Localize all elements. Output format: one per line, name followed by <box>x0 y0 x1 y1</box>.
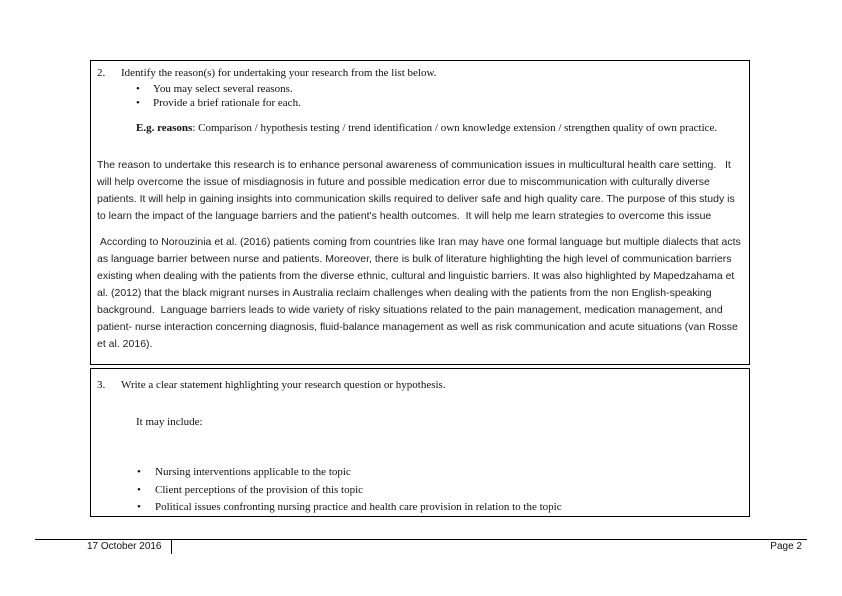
instruction-text: You may select several reasons. <box>153 83 293 95</box>
question-3-number: 3. <box>97 379 106 391</box>
instruction-item <box>136 97 739 111</box>
bullet-icon: • <box>137 466 141 478</box>
page-number: Page 2 <box>770 541 802 552</box>
footer <box>35 540 807 556</box>
question-box-2 <box>90 60 750 365</box>
question-2-prompt: Identify the reason(s) for undertaking your research from the list below. <box>121 67 437 79</box>
example-reasons-label: E.g. reasons <box>136 122 193 134</box>
question-box-3 <box>90 368 750 517</box>
list-item <box>137 499 739 517</box>
question-2-number: 2. <box>97 67 106 79</box>
question-2-instruction-list <box>136 83 739 110</box>
list-item-text: Political issues confronting nursing practice and health care provision in relation to the topic <box>155 501 562 513</box>
list-item <box>137 482 739 500</box>
bullet-icon: • <box>136 96 140 109</box>
question-3-heading <box>91 378 749 393</box>
list-item-text: Client perceptions of the provision of this topic <box>155 483 364 496</box>
question-2-heading <box>91 66 749 81</box>
question-3-subprompt: It may include: <box>136 416 203 428</box>
list-item-text: Nursing interventions applicable to the topic <box>155 466 351 478</box>
example-reasons <box>136 121 739 137</box>
bullet-icon: • <box>137 501 141 513</box>
bullet-icon: • <box>137 483 141 496</box>
footer-divider <box>171 540 173 554</box>
answer-paragraph-2: According to Norouzinia et al. (2016) patients coming from countries like Iran may have one formal language but multiple dialects that acts as language barrier between nurse and patients. Moreover, there is bulk of literature highlighting the high level of communication barriers existing when dealing with the patients from the diverse ethnic, cultural and linguistic barriers. It was also highlighted by Mapedzahama et al. (2012) that the black migrant nurses in Australia reclaim challenges when dealing with the patients from the non English-speaking background. Language barriers leads to wide variety of risky situations related to the pain management, medication management, and patient- nurse interaction concerning diagnosis, fluid-balance management as well as risk communication and acute situations (van Rosse et al. 2016). <box>97 235 744 350</box>
list-item <box>137 464 739 482</box>
footer-date: 17 October 2016 <box>87 541 162 552</box>
question-3-bullet-list <box>137 464 739 517</box>
instruction-text: Provide a brief rationale for each. <box>153 96 301 109</box>
bullet-icon: • <box>136 83 140 95</box>
answer-paragraph-1: The reason to undertake this research is to enhance personal awareness of communication issues in multicultural health care setting. It will help overcome the issue of misdiagnosis in future and possible medication error due to miscommunication with culturally diverse patients. It will help in gaining insights into communication skills required to deliver safe and high quality care. The purpose of this study is to learn the impact of the language barriers and the patient's health outcomes. It will help me learn strategies to overcome this issue <box>97 158 738 222</box>
question-3-prompt: Write a clear statement highlighting your research question or hypothesis. <box>121 379 446 391</box>
example-reasons-text: : Comparison / hypothesis testing / trend identification / own knowledge extension / strengthen quality of own practice. <box>192 122 718 134</box>
instruction-item <box>136 83 739 97</box>
